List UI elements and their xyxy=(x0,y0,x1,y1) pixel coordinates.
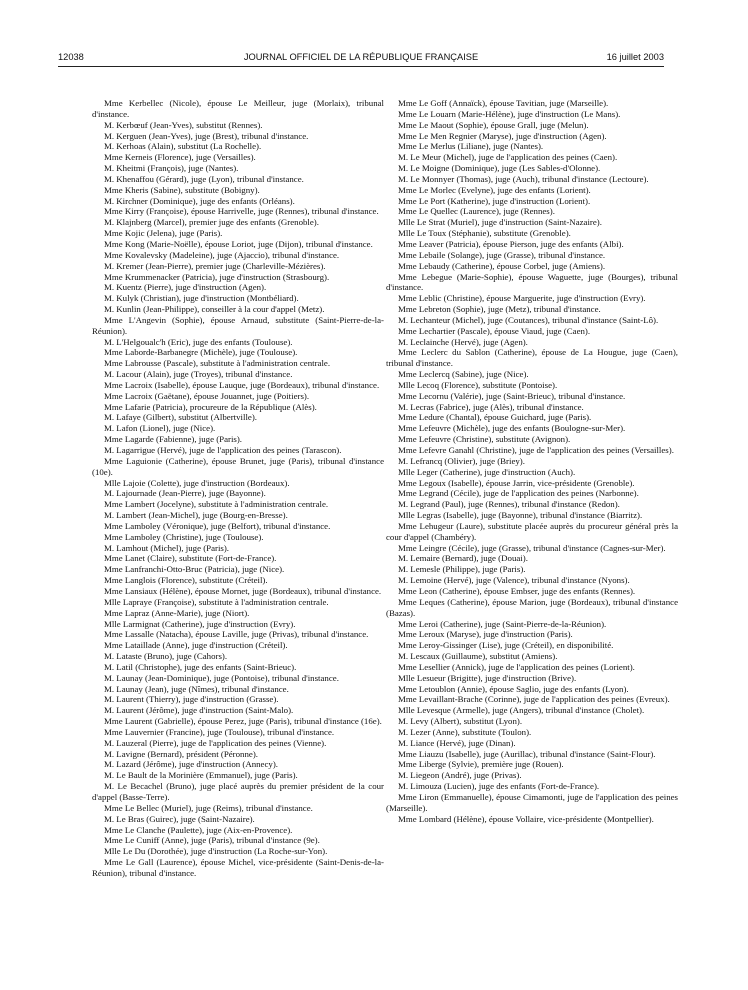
list-item: Mme Lanfranchi-Otto-Bruc (Patricia), juge (Nice). xyxy=(104,564,285,575)
list-item: Mme Legrand (Cécile), juge de l'application des peines (Narbonne). xyxy=(398,488,639,499)
list-item: M. Khenaffou (Gérard), juge (Lyon), tribunal d'instance. xyxy=(104,173,304,184)
list-item: M. Lemesle (Philippe), juge (Paris). xyxy=(398,564,526,575)
page-number: 12038 xyxy=(58,52,84,62)
list-item: Mme Letoublon (Annie), épouse Saglio, juge des enfants (Lyon). xyxy=(398,683,629,694)
list-item: M. Lechanteur (Michel), juge (Coutances), tribunal d'instance (Saint-Lô). xyxy=(398,314,659,325)
list-item: Mme Lebaudy (Catherine), épouse Corbel, juge (Amiens). xyxy=(398,260,606,271)
list-item: Mme Langlois (Florence), substitute (Créteil). xyxy=(104,575,268,586)
list-item: Mme Lesellier (Annick), juge de l'application des peines (Lorient). xyxy=(398,661,635,672)
list-item: M. Latil (Christophe), juge des enfants (Saint-Brieuc). xyxy=(104,661,297,672)
list-item: Mme Kerneis (Florence), juge (Versailles). xyxy=(104,152,256,163)
list-item: Mlle Le Du (Dorothée), juge d'instruction (La Roche-sur-Yon). xyxy=(104,846,328,857)
list-item: Mme Lanet (Claire), substitute (Fort-de-France). xyxy=(104,553,277,564)
list-item: Mme Levaillant-Brache (Corinne), juge de l'application des peines (Evreux). xyxy=(398,694,670,705)
list-item: Mme Lamboley (Christine), juge (Toulouse). xyxy=(104,531,264,542)
list-item: Mme Lafarie (Patricia), procureure de la République (Alès). xyxy=(104,401,317,412)
list-item: Mme Le Bellec (Muriel), juge (Reims), tribunal d'instance. xyxy=(104,802,313,813)
list-item: Mme Lebreton (Sophie), juge (Metz), tribunal d'instance. xyxy=(398,304,601,315)
list-item: M. Lezer (Anne), substitute (Toulon). xyxy=(398,726,532,737)
list-item: M. Laurent (Jérôme), juge d'instruction (Saint-Malo). xyxy=(104,705,294,716)
list-item: Mme Le Clanche (Paulette), juge (Aix-en-Provence). xyxy=(104,824,293,835)
list-item: Mme Liberge (Sylvie), première juge (Rouen). xyxy=(398,759,564,770)
list-item: Mme Ledure (Chantal), épouse Guichard, juge (Paris). xyxy=(398,412,592,423)
list-item: M. Lazard (Jérôme), juge d'instruction (Annecy). xyxy=(104,759,278,770)
list-item: M. Leclainche (Hervé), juge (Agen). xyxy=(398,336,528,347)
list-item: M. Lagarrigue (Hervé), juge de l'application des peines (Tarascon). xyxy=(104,445,342,455)
list-item: Mme Le Cuniff (Anne), juge (Paris), tribunal d'instance (9e). xyxy=(104,835,320,846)
list-item: M. Lefrancq (Olivier), juge (Briey). xyxy=(398,455,525,466)
list-item: Mme Kirry (Françoise), épouse Harrivelle, juge (Rennes), tribunal d'instance. xyxy=(104,206,379,217)
list-item: Mme Lecornu (Valérie), juge (Saint-Brieuc), tribunal d'instance. xyxy=(398,390,626,401)
list-item: Mme Leclercq (Sabine), juge (Nice). xyxy=(398,369,529,380)
list-item: Mme Lacroix (Isabelle), épouse Lauque, juge (Bordeaux), tribunal d'instance. xyxy=(104,379,380,390)
list-item: Mme Lansiaux (Hélène), épouse Mornet, juge (Bordeaux), tribunal d'instance. xyxy=(104,585,382,596)
list-item: M. Le Meur (Michel), juge de l'application des peines (Caen). xyxy=(398,152,618,163)
list-item: M. Kremer (Jean-Pierre), premier juge (Charleville-Mézières). xyxy=(104,260,326,271)
list-item: Mme Lechartier (Pascale), épouse Viaud, juge (Caen). xyxy=(398,325,591,336)
list-item: Mme Leon (Catherine), épouse Embser, juge des enfants (Rennes). xyxy=(398,585,636,596)
list-item: M. Launay (Jean), juge (Nîmes), tribunal d'instance. xyxy=(104,683,289,694)
list-item: M. Lafaye (Gilbert), substitut (Albertville). xyxy=(104,412,258,423)
list-item: Mme Lambert (Jocelyne), substitute à l'administration centrale. xyxy=(104,499,329,510)
list-item: M. Kirchner (Dominique), juge des enfants (Orléans). xyxy=(104,195,295,206)
page-header xyxy=(58,52,664,66)
list-item: M. Kulyk (Christian), juge d'instruction (Montbéliard). xyxy=(104,293,299,304)
list-item: Mme Kong (Marie-Noëlle), épouse Loriot, juge (Dijon), tribunal d'instance. xyxy=(104,238,373,249)
list-item: Mme Lamboley (Véronique), juge (Belfort), tribunal d'instance. xyxy=(104,520,331,531)
list-item: Mme Lehugeur (Laure), substitute placée auprès du procureur général près la cour d'appel (Chambéry). xyxy=(386,520,678,542)
list-item: Mme Kovalevsky (Madeleine), juge (Ajaccio), tribunal d'instance. xyxy=(104,249,340,260)
list-item: Mme Lacroix (Gaëtane), épouse Jouannet, juge (Poitiers). xyxy=(104,390,310,401)
list-item: Mme Laborde-Barbanegre (Michèle), juge (Toulouse). xyxy=(104,347,298,358)
list-item: M. Kerhoas (Alain), substitut (La Rochelle). xyxy=(104,141,262,152)
list-item: M. Kerbœuf (Jean-Yves), substitut (Rennes). xyxy=(104,119,263,130)
list-item: Mlle Legras (Isabelle), juge (Bayonne), tribunal d'instance (Biarritz). xyxy=(398,510,643,521)
list-item: Mme Legoux (Isabelle), épouse Jarrin, vice-présidente (Grenoble). xyxy=(398,477,635,488)
list-item: Mlle Lajoie (Colette), juge d'instruction (Bordeaux). xyxy=(104,477,290,488)
list-item: M. Kuentz (Pierre), juge d'instruction (Agen). xyxy=(104,282,267,293)
list-item: Mme Lataillade (Anne), juge d'instruction (Créteil). xyxy=(104,640,288,651)
list-item: Mme Lombard (Hélène), épouse Vollaire, vice-présidente (Montpellier). xyxy=(398,813,654,824)
header-rule xyxy=(58,66,664,67)
list-item: M. Kheitmi (François), juge (Nantes). xyxy=(104,163,239,174)
list-item: M. Lacour (Alain), juge (Troyes), tribunal d'instance. xyxy=(104,369,293,380)
list-item: M. Lemaire (Bernard), juge (Douai). xyxy=(398,553,528,564)
list-item: Mlle Larmignat (Catherine), juge d'instruction (Evry). xyxy=(104,618,296,629)
list-item: M. L'Helgoualc'h (Eric), juge des enfants (Toulouse). xyxy=(104,336,293,347)
list-item: Mme Liron (Emmanuelle), épouse Cimamonti, juge de l'application des peines (Marseille). xyxy=(386,792,678,813)
list-item: M. Lemoine (Hervé), juge (Valence), tribunal d'instance (Nyons). xyxy=(398,575,630,586)
list-item: M. Lafon (Lionel), juge (Nice). xyxy=(104,423,216,434)
list-item: Mme Leingre (Cécile), juge (Grasse), tribunal d'instance (Cagnes-sur-Mer). xyxy=(398,542,666,553)
list-item: Mlle Lesueur (Brigitte), juge d'instruction (Brive). xyxy=(398,672,577,683)
list-item: M. Liegeon (André), juge (Privas). xyxy=(398,770,522,781)
list-item: Mme Le Gall (Laurence), épouse Michel, vice-présidente (Saint-Denis-de-la-Réunion), tribunal d'instance. xyxy=(92,857,384,878)
list-item: Mme Lebaile (Solange), juge (Grasse), tribunal d'instance. xyxy=(398,249,606,260)
list-item: Mme Kheris (Sabine), substitute (Bobigny). xyxy=(104,184,260,195)
list-item: Mme Laguionie (Catherine), épouse Brunet, juge (Paris), tribunal d'instance (10e). xyxy=(92,455,384,477)
list-item: Mlle Leger (Catherine), juge d'instruction (Auch). xyxy=(398,466,576,477)
left-column xyxy=(92,98,384,879)
list-item: Mme Le Maout (Sophie), épouse Grall, juge (Melun). xyxy=(398,119,589,130)
right-column xyxy=(386,98,678,825)
list-item: M. Le Bras (Guirec), juge (Saint-Nazaire). xyxy=(104,813,255,824)
list-item: Mme Labrousse (Pascale), substitute à l'administration centrale. xyxy=(104,358,331,369)
list-item: Mme Lassalle (Natacha), épouse Laville, juge (Privas), tribunal d'instance. xyxy=(104,629,369,640)
list-item: M. Lescaux (Guillaume), substitut (Amiens). xyxy=(398,651,558,662)
list-item: Mme Leques (Catherine), épouse Marion, juge (Bordeaux), tribunal d'instance (Bazas). xyxy=(386,596,678,618)
list-item: Mme Lefeuvre (Michèle), juge des enfants (Boulogne-sur-Mer). xyxy=(398,423,626,434)
list-item: Mme Le Quellec (Laurence), juge (Rennes). xyxy=(398,206,555,217)
journal-title: JOURNAL OFFICIEL DE LA RÉPUBLIQUE FRANÇAISE xyxy=(243,52,479,62)
list-item: Mme Leaver (Patricia), épouse Pierson, juge des enfants (Albi). xyxy=(398,238,624,249)
list-item: Mme Lebegue (Marie-Sophie), épouse Waguette, juge (Bourges), tribunal d'instance. xyxy=(386,271,678,293)
list-item: Mme Krummenacker (Patricia), juge d'instruction (Strasbourg). xyxy=(104,271,330,282)
list-item: Mme Laurent (Gabrielle), épouse Perez, juge (Paris), tribunal d'instance (16e). xyxy=(104,716,382,727)
list-item: M. Le Bault de la Morinière (Emmanuel), juge (Paris). xyxy=(104,770,298,781)
list-item: M. Le Moigne (Dominique), juge (Les Sables-d'Olonne). xyxy=(398,163,601,174)
list-item: M. Liance (Hervé), juge (Dinan). xyxy=(398,737,516,748)
list-item: M. Lecras (Fabrice), juge (Alès), tribunal d'instance. xyxy=(398,401,584,412)
list-item: Mme Le Men Regnier (Maryse), juge d'instruction (Agen). xyxy=(398,130,607,141)
list-item: M. Lambert (Jean-Michel), juge (Bourg-en-Bresse). xyxy=(104,510,288,521)
list-item: M. Lauzeral (Pierre), juge de l'application des peines (Vienne). xyxy=(104,737,327,748)
list-item: Mme Leclerc du Sablon (Catherine), épouse de La Hougue, juge (Caen), tribunal d'instance. xyxy=(386,347,678,369)
list-item: M. Le Becachel (Bruno), juge placé auprès du premier président de la cour d'appel (Basse-Terre). xyxy=(92,781,384,802)
list-item: M. Lavigne (Bernard), président (Péronne). xyxy=(104,748,258,759)
list-item: M. Legrand (Paul), juge (Rennes), tribunal d'instance (Redon). xyxy=(398,499,620,510)
list-item: Mme Leroi (Catherine), juge (Saint-Pierre-de-la-Réunion). xyxy=(398,618,607,629)
list-item: M. Kunlin (Jean-Philippe), conseiller à la cour d'appel (Metz). xyxy=(104,304,325,315)
list-item: Mme Liauzu (Isabelle), juge (Aurillac), tribunal d'instance (Saint-Flour). xyxy=(398,748,656,759)
list-item: M. Lamhout (Michel), juge (Paris). xyxy=(104,542,230,553)
list-item: Mlle Le Toux (Stéphanie), substitute (Grenoble). xyxy=(398,228,571,239)
list-item: Mme Lagarde (Fabienne), juge (Paris). xyxy=(104,434,243,445)
list-item: M. Lajournade (Jean-Pierre), juge (Bayonne). xyxy=(104,488,266,499)
list-item: Mlle Levesque (Armelle), juge (Angers), tribunal d'instance (Cholet). xyxy=(398,705,645,716)
list-item: Mlle Lapraye (Françoise), substitute à l'administration centrale. xyxy=(104,596,329,607)
list-item: M. Lataste (Bruno), juge (Cahors). xyxy=(104,651,228,662)
list-item: Mme Le Louarn (Marie-Hélène), juge d'instruction (Le Mans). xyxy=(398,108,621,119)
list-item: Mme Lapraz (Anne-Marie), juge (Niort). xyxy=(104,607,250,618)
list-item: M. Laurent (Thierry), juge d'instruction (Grasse). xyxy=(104,694,279,705)
list-item: Mme Lefeuvre (Christine), substitute (Avignon). xyxy=(398,434,571,445)
list-item: Mme Le Goff (Annaïck), épouse Tavitian, juge (Marseille). xyxy=(398,98,609,108)
list-item: M. Levy (Albert), substitut (Lyon). xyxy=(398,716,523,727)
list-item: Mlle Le Strat (Muriel), juge d'instruction (Saint-Nazaire). xyxy=(398,217,602,228)
list-item: M. Le Monnyer (Thomas), juge (Auch), tribunal d'instance (Lectoure). xyxy=(398,173,649,184)
list-item: M. Launay (Jean-Dominique), juge (Pontoise), tribunal d'instance. xyxy=(104,672,339,683)
list-item: M. Kerguen (Jean-Yves), juge (Brest), tribunal d'instance. xyxy=(104,130,309,141)
publication-date: 16 juillet 2003 xyxy=(606,52,664,62)
list-item: Mme Lefevre Ganahl (Christine), juge de l'application des peines (Versailles). xyxy=(398,445,674,455)
list-item: Mme Leblic (Christine), épouse Marguerite, juge d'instruction (Evry). xyxy=(398,293,646,304)
list-item: Mme Le Merlus (Liliane), juge (Nantes). xyxy=(398,141,544,152)
list-item: Mme Le Port (Katherine), juge d'instruction (Lorient). xyxy=(398,195,591,206)
list-item: M. Klajnberg (Marcel), premier juge des enfants (Grenoble). xyxy=(104,217,319,228)
list-item: M. Limouza (Lucien), juge des enfants (Fort-de-France). xyxy=(398,781,600,792)
list-item: Mme L'Angevin (Sophie), épouse Arnaud, substitute (Saint-Pierre-de-la-Réunion). xyxy=(92,314,384,336)
list-item: Mme Kojic (Jelena), juge (Paris). xyxy=(104,228,223,239)
list-item: Mme Leroux (Maryse), juge d'instruction (Paris). xyxy=(398,629,573,640)
list-item: Mme Le Morlec (Evelyne), juge des enfants (Lorient). xyxy=(398,184,591,195)
list-item: Mme Leroy-Gissinger (Lise), juge (Créteil), en disponibilité. xyxy=(398,640,614,651)
list-item: Mme Lauvernier (Francine), juge (Toulouse), tribunal d'instance. xyxy=(104,726,335,737)
list-item: Mlle Lecoq (Florence), substitute (Pontoise). xyxy=(398,379,558,390)
list-item: Mme Kerbellec (Nicole), épouse Le Meilleur, juge (Morlaix), tribunal d'instance. xyxy=(92,98,384,119)
